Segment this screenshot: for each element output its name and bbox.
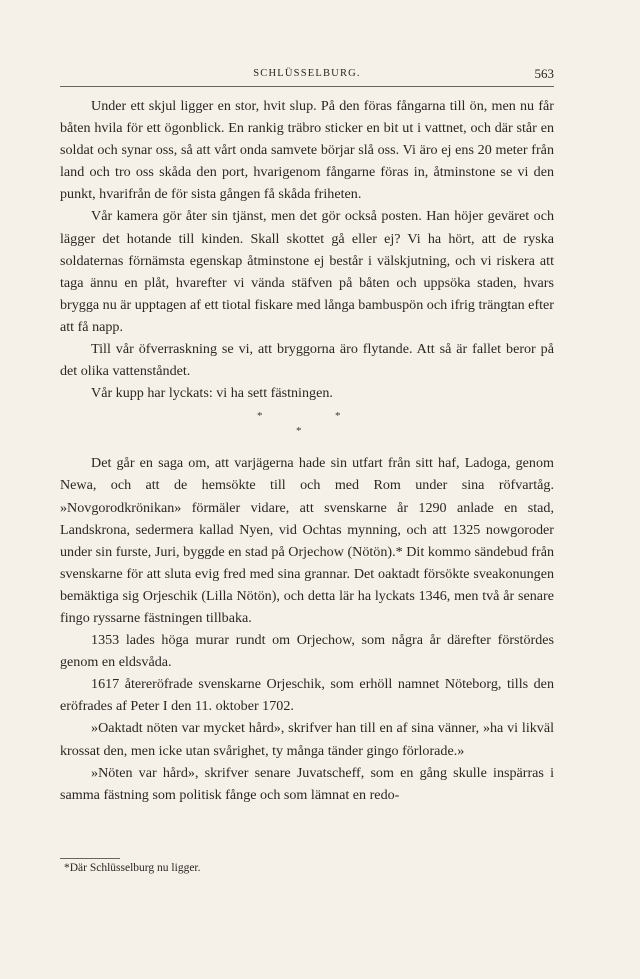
paragraph: 1617 återeröfrade svenskarne Orjeschik, som erhöll namnet Nöteborg, tills den eröfrades af Peter I den 11. oktober 1702. <box>60 676 554 715</box>
paragraph: Under ett skjul ligger en stor, hvit slup. På den föras fångarna till ön, men nu får båten hvila för ett ögonblick. En rankig träbro sticker en bit ut i vattnet, och där står en soldat och synar oss, så att vårt onda samvete börjar slå oss. Vi äro ej ens 20 meter från land och tro oss skåda den port, hvarigenom fångarne föras in, åtminstone se vi den punkt, hvarifrån de för sista gången få skåda friheten. <box>60 98 554 203</box>
asterisk-right: * <box>335 410 341 423</box>
paragraph: 1353 lades höga murar rundt om Orjechow, som några år därefter förstördes genom en eldsvåda. <box>60 632 554 671</box>
running-head <box>60 66 554 84</box>
footnote-rule <box>60 858 120 859</box>
body-text <box>60 95 554 806</box>
paragraph: »Oaktadt nöten var mycket hård», skrifver han till en af sina vänner, »ha vi likväl krossat den, men icke utan svårighet, ty många tänder gingo förlorade.» <box>60 720 554 759</box>
paragraph: Vår kamera gör åter sin tjänst, men det gör också posten. Han höjer geväret och lägger det hotande till kinden. Skall skottet gå eller ej? Vi ha hört, att de ryska soldaternas förnämsta egenskap åtminstone ej består i välskjutning, och vi riskera att taga ännu en plåt, hvarefter vi vända stäfven på båten och uppsöka staden, hvars brygga nu är upptagen af ett tiotal fiskare med långa bambuspön och ifrig trängtan efter att få napp. <box>60 208 554 335</box>
asterisk-bottom: * <box>296 425 302 438</box>
section-spacer <box>60 444 554 452</box>
running-title: SCHLÜSSELBURG. <box>253 68 361 79</box>
section-break-asterism <box>60 404 554 444</box>
paragraph: »Nöten var hård», skrifver senare Juvatscheff, som en gång skulle inspärras i samma fästning som politisk fånge och som lämnat en redo- <box>60 764 554 803</box>
asterisk-left: * <box>257 410 263 423</box>
page-number: 563 <box>534 66 554 81</box>
paragraph: Det går en saga om, att varjägerna hade sin utfart från sitt haf, Ladoga, genom Newa, och att de hemsökte till och med Rom under sina röfvartåg. »Novgorodkrönikan» förmäler vidare, att svenskarne år 1290 anlade en stad, Landskrona, sedermera kallad Nyen, vid Ochtas mynning, och att 1325 nowgoroder under sin furste, Juri, byggde en stad på Orjechow (Nötön).* Dit kommo sändebud från svenskarne för att sluta evig fred med sina grannar. Det oaktadt försökte sveakonungen bemäktiga sig Orjeschik (Lilla Nötön), och detta lär ha lyckats 1346, men två år senare fingo ryssarne fästningen tillbaka. <box>60 455 554 626</box>
paragraph: Vår kupp har lyckats: vi ha sett fästningen. <box>91 385 333 402</box>
paragraph: Till vår öfverraskning se vi, att bryggorna äro flytande. Att så är fallet beror på det olika vattenståndet. <box>60 341 554 380</box>
footnote: *Där Schlüsselburg nu ligger. <box>64 862 201 874</box>
header-rule <box>60 86 554 87</box>
